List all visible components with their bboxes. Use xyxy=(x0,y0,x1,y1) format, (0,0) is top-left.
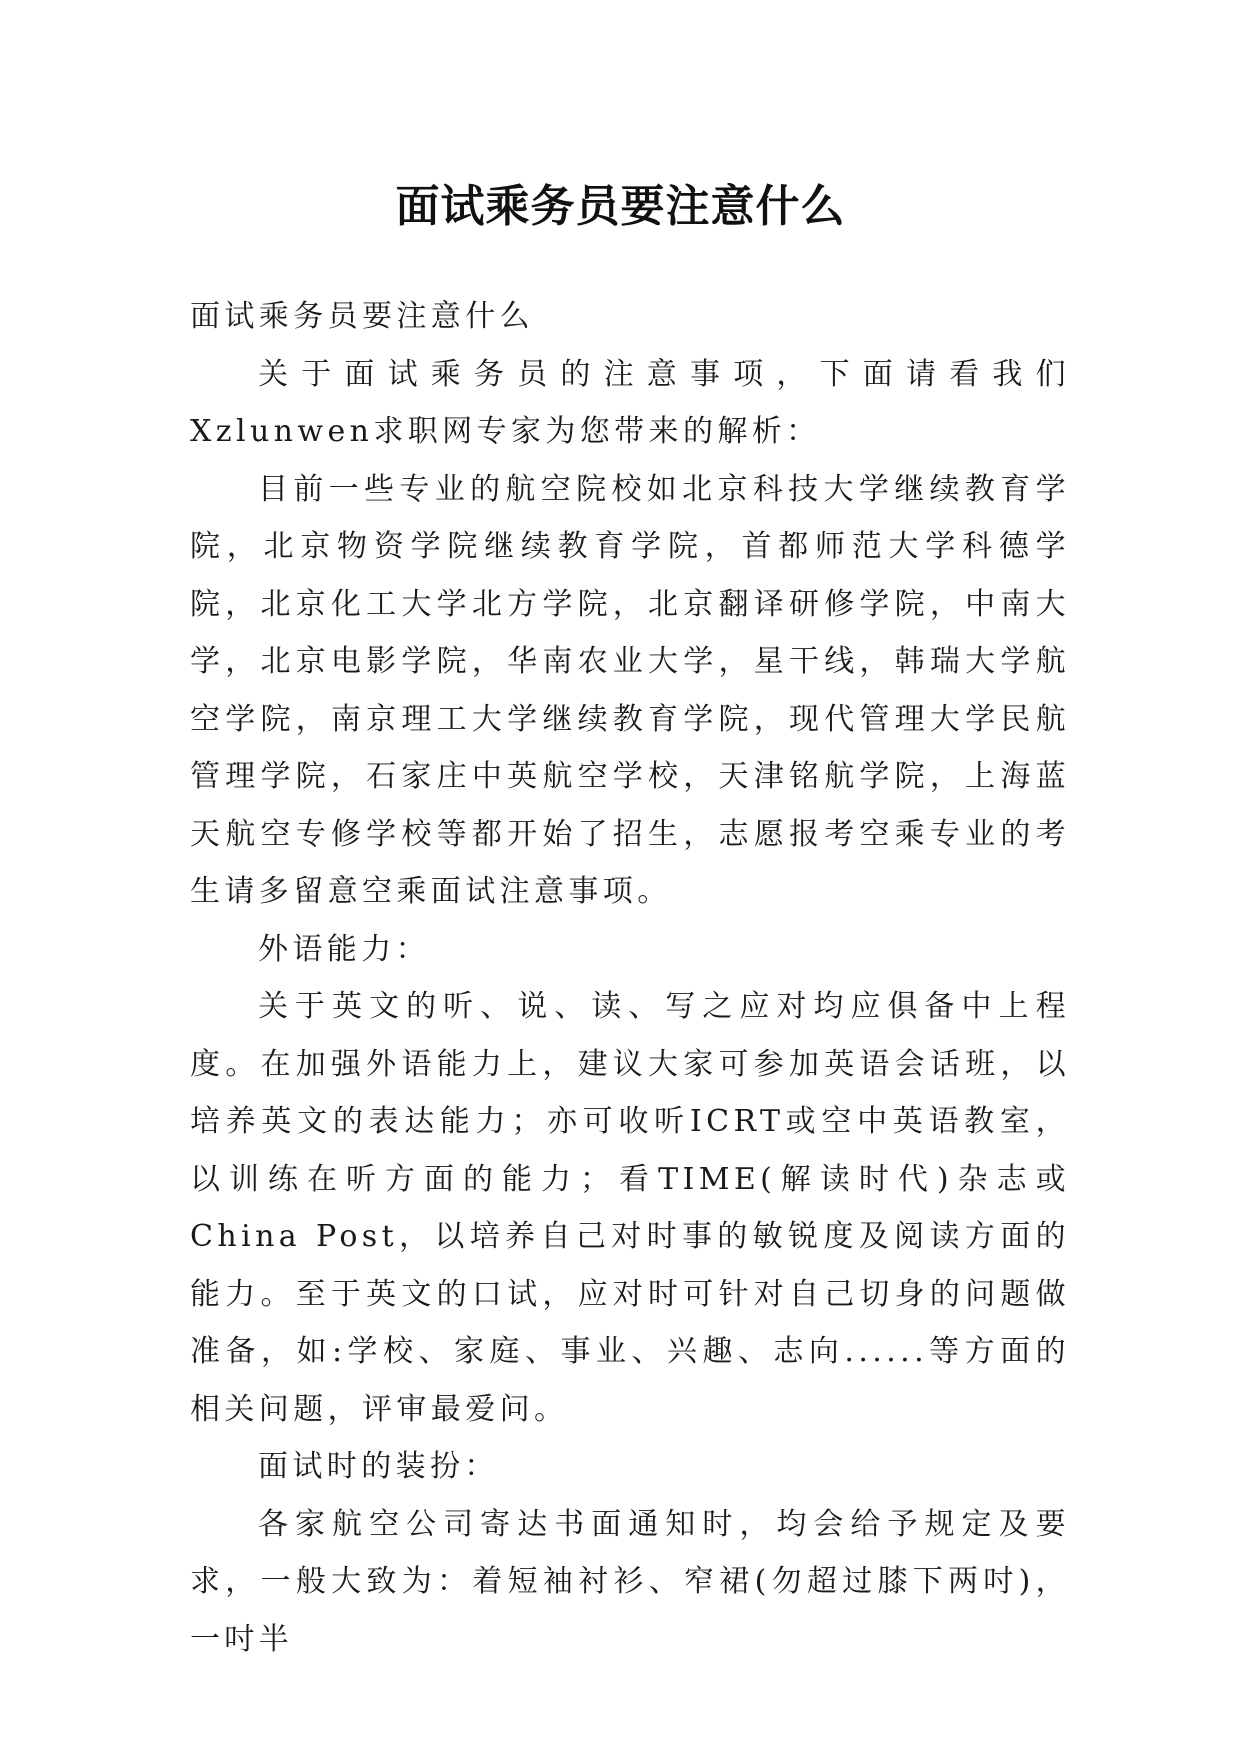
language-paragraph: 关于英文的听、说、读、写之应对均应俱备中上程度。在加强外语能力上，建议大家可参加英语会话班，以培养英文的表达能力；亦可收听ICRT或空中英语教室，以训练在听方面的能力；看TIME(解读时代)杂志或China Post，以培养自己对时事的敏锐度及阅读方面的能力。至于英文的口试，应对时可针对自己切身的问题做准备，如:学校、家庭、事业、兴趣、志向......等方面的相关问题，评审最爱问。 xyxy=(190,989,1070,1427)
intro-paragraph: 关于面试乘务员的注意事项，下面请看我们Xzlunwen求职网专家为您带来的解析： xyxy=(190,356,1070,449)
body-heading: 面试乘务员要注意什么 xyxy=(190,299,534,334)
schools-paragraph: 目前一些专业的航空院校如北京科技大学继续教育学院，北京物资学院继续教育学院，首都师范大学科德学院，北京化工大学北方学院，北京翻译研修学院，中南大学，北京电影学院，华南农业大学，星干线，韩瑞大学航空学院，南京理工大学继续教育学院，现代管理大学民航管理学院，石家庄中英航空学校，天津铭航学院，上海蓝天航空专修学校等都开始了招生，志愿报考空乘专业的考生请多留意空乘面试注意事项。 xyxy=(190,471,1070,909)
section-heading-language: 外语能力： xyxy=(258,931,430,967)
document-title: 面试乘务员要注意什么 xyxy=(395,181,846,233)
attire-paragraph: 各家航空公司寄达书面通知时，均会给予规定及要求，一般大致为：着短袖衬衫、窄裙(勿超过膝下两吋)，一吋半 xyxy=(190,1506,1070,1657)
document-body xyxy=(190,288,1070,1668)
section-heading-attire: 面试时的装扮： xyxy=(258,1449,499,1484)
